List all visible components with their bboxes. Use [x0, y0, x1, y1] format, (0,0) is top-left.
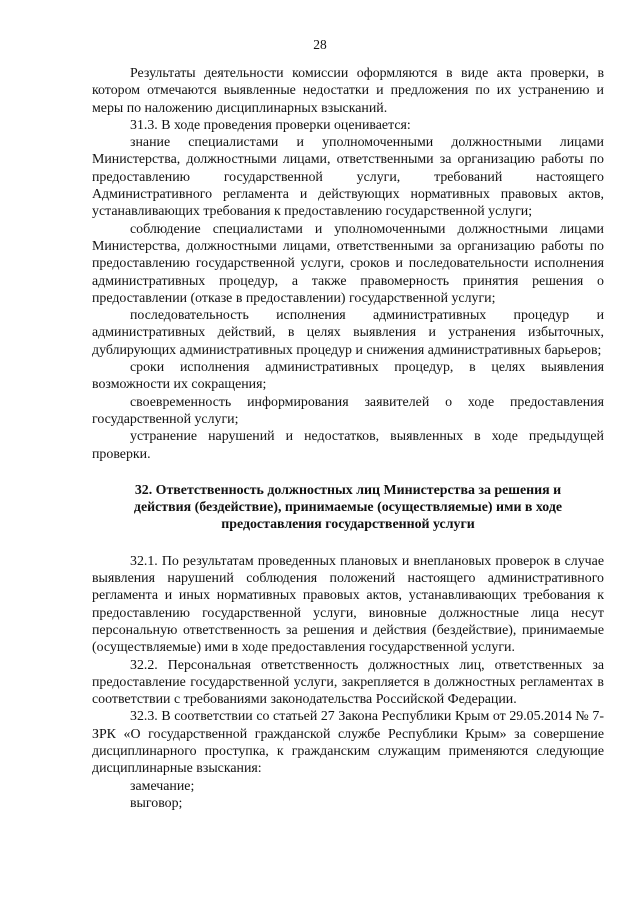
- paragraph: 32.2. Персональная ответственность должностных лиц, ответственных за предоставление государственной услуги, закрепляется в должностных регламентах в соответствии с требованиями законодательства Российской Федерации.: [92, 657, 604, 708]
- paragraph: последовательность исполнения административных процедур и административных действий, в целях выявления и устранения избыточных, дублирующих административных процедур и снижения административных барьеров;: [92, 308, 604, 358]
- paragraph: соблюдение специалистами и уполномоченными должностными лицами Министерства, должностными лицами, ответственными за организацию работы по предоставлению государственной услуги, сроков и последовательности исполнения административных процедур, а также правомерность принятия решения о предоставлении (отказе в предоставлении) государственной услуги;: [92, 221, 604, 306]
- paragraph: своевременность информирования заявителей о ходе предоставления государственной услуги;: [92, 394, 604, 427]
- paragraph: Результаты деятельности комиссии оформляются в виде акта проверки, в котором отмечаются выявленные недостатки и предложения по их устранению и меры по наложению дисциплинарных взысканий.: [92, 66, 604, 116]
- list-item: замечание;: [130, 778, 195, 794]
- paragraph: 31.3. В ходе проведения проверки оценивается:: [130, 117, 411, 133]
- section-heading: 32. Ответственность должностных лиц Министерства за решения и действия (бездействие), принимаемые (осуществляемые) ими в ходе предоставления государственной услуги: [133, 482, 563, 533]
- paragraph: знание специалистами и уполномоченными должностными лицами Министерства, должностными лицами, ответственными за организацию работы по предоставлению государственной услуги, требований настоящего Административного регламента и действующих нормативных правовых актов, устанавливающих требования к предоставлению государственной услуги;: [92, 135, 604, 220]
- paragraph: 32.3. В соответствии со статьей 27 Закона Республики Крым от 29.05.2014 № 7-ЗРК «О государственной гражданской службе Республики Крым» за совершение дисциплинарного проступка, к гражданским служащим применяются следующие дисциплинарные взыскания:: [92, 709, 604, 777]
- page-number: 28: [313, 37, 327, 52]
- document-body: [92, 65, 604, 812]
- paragraph: сроки исполнения административных процедур, в целях выявления возможности их сокращения;: [92, 360, 604, 393]
- paragraph: устранение нарушений и недостатков, выявленных в ходе предыдущей проверки.: [92, 429, 604, 462]
- paragraph: 32.1. По результатам проведенных плановых и внеплановых проверок в случае выявления нарушений соблюдения положений настоящего административного регламента и иных нормативных правовых актов, устанавливающих требования к предоставлению государственной услуги, виновные должностные лица несут персональную ответственность за решения и действия (бездействие), принимаемые (осуществляемые) ими в ходе предоставления государственной услуги.: [92, 553, 604, 656]
- list-item: выговор;: [130, 795, 183, 811]
